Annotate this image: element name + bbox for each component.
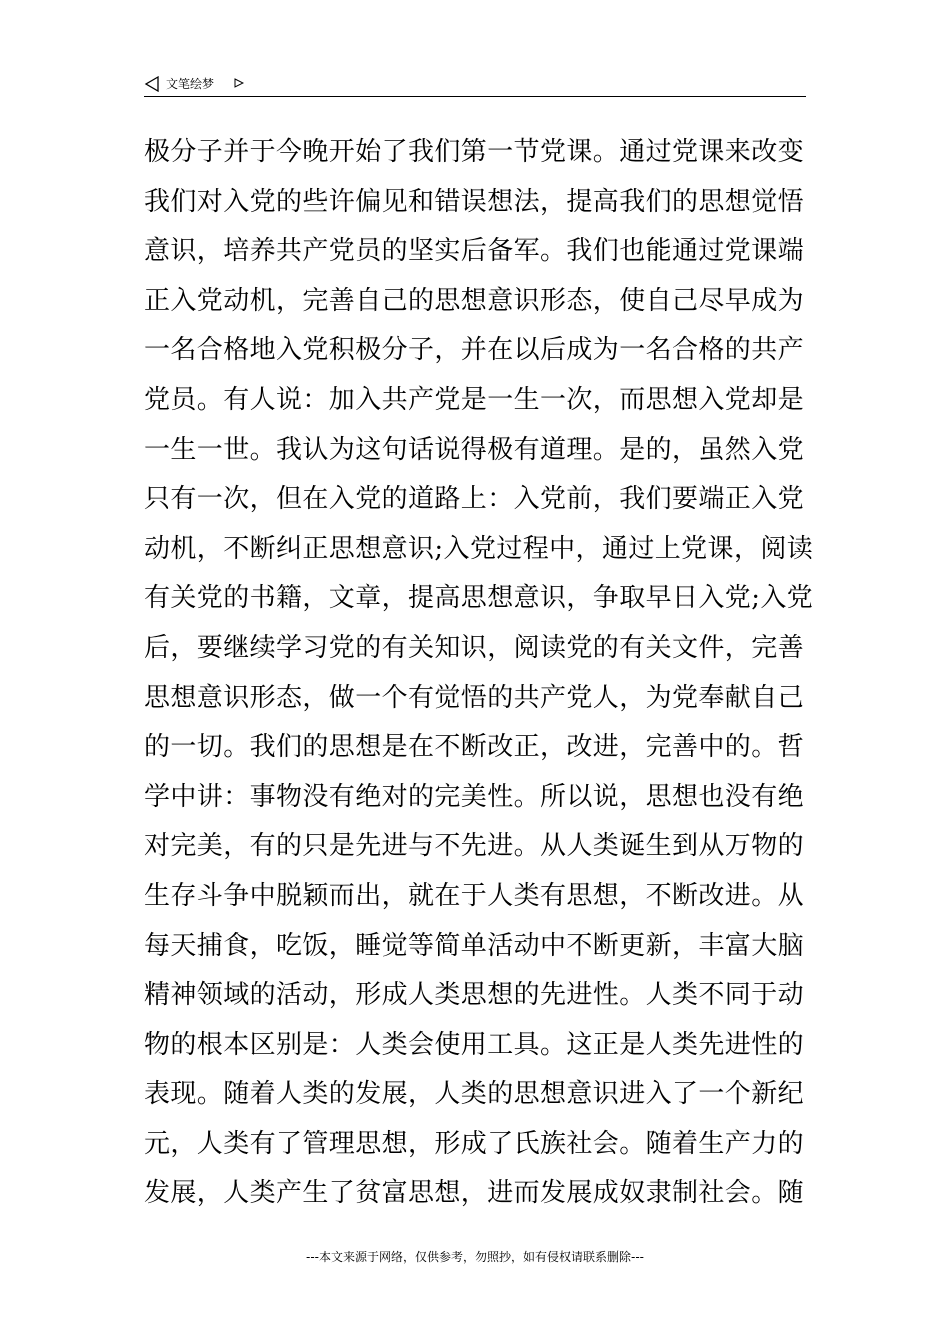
text-line: 一名合格地入党积极分子，并在以后成为一名合格的共产: [144, 335, 805, 366]
text-line: 物的根本区别是：人类会使用工具。这正是人类先进性的: [144, 1029, 805, 1060]
text-line: 意识，培养共产党员的坚实后备军。我们也能通过党课端: [144, 236, 805, 267]
text-line: 生存斗争中脱颖而出，就在于人类有思想，不断改进。从: [144, 880, 805, 911]
text-line: 动机，不断纠正思想意识;入党过程中，通过上党课，阅读: [144, 533, 814, 564]
footer-disclaimer: ---本文来源于网络，仅供参考，勿照抄，如有侵权请联系删除---: [306, 1250, 644, 1264]
text-line: 元，人类有了管理思想，形成了氏族社会。随着生产力的: [144, 1128, 805, 1159]
text-line: 极分子并于今晚开始了我们第一节党课。通过党课来改变: [144, 137, 805, 167]
text-line: 对完美，有的只是先进与不先进。从人类诞生到从万物的: [144, 831, 805, 862]
text-line: 发展，人类产生了贫富思想，进而发展成奴隶制社会。随: [144, 1178, 805, 1209]
text-line: 党员。有人说：加入共产党是一生一次，而思想入党却是: [144, 384, 805, 415]
text-line: 表现。随着人类的发展，人类的思想意识进入了一个新纪: [144, 1079, 805, 1110]
text-line: 每天捕食，吃饭，睡觉等简单活动中不断更新，丰富大脑: [144, 930, 805, 961]
page-header: [144, 74, 806, 97]
text-line: 的一切。我们的思想是在不断改正，改进，完善中的。哲: [144, 732, 805, 763]
triangle-left-outline-icon: [144, 76, 160, 92]
text-line: 精神领域的活动，形成人类思想的先进性。人类不同于动: [144, 980, 805, 1011]
text-line: 后，要继续学习党的有关知识，阅读党的有关文件，完善: [144, 632, 805, 663]
text-line: 有关党的书籍，文章，提高思想意识，争取早日入党;入党: [144, 583, 814, 614]
text-line: 只有一次，但在入党的道路上：入党前，我们要端正入党: [144, 484, 805, 515]
triangle-right-outline-icon: [234, 78, 244, 88]
text-line: 思想意识形态，做一个有觉悟的共产党人，为党奉献自己: [144, 682, 805, 713]
header-title: 文笔绘梦: [166, 77, 215, 91]
document-body: [144, 128, 814, 1219]
text-line: 学中讲：事物没有绝对的完美性。所以说，思想也没有绝: [144, 781, 805, 812]
text-line: 我们对入党的些许偏见和错误想法，提高我们的思想觉悟: [144, 186, 805, 217]
text-line: 正入党动机，完善自己的思想意识形态，使自己尽早成为: [144, 285, 805, 316]
text-line: 一生一世。我认为这句话说得极有道理。是的，虽然入党: [144, 434, 805, 465]
